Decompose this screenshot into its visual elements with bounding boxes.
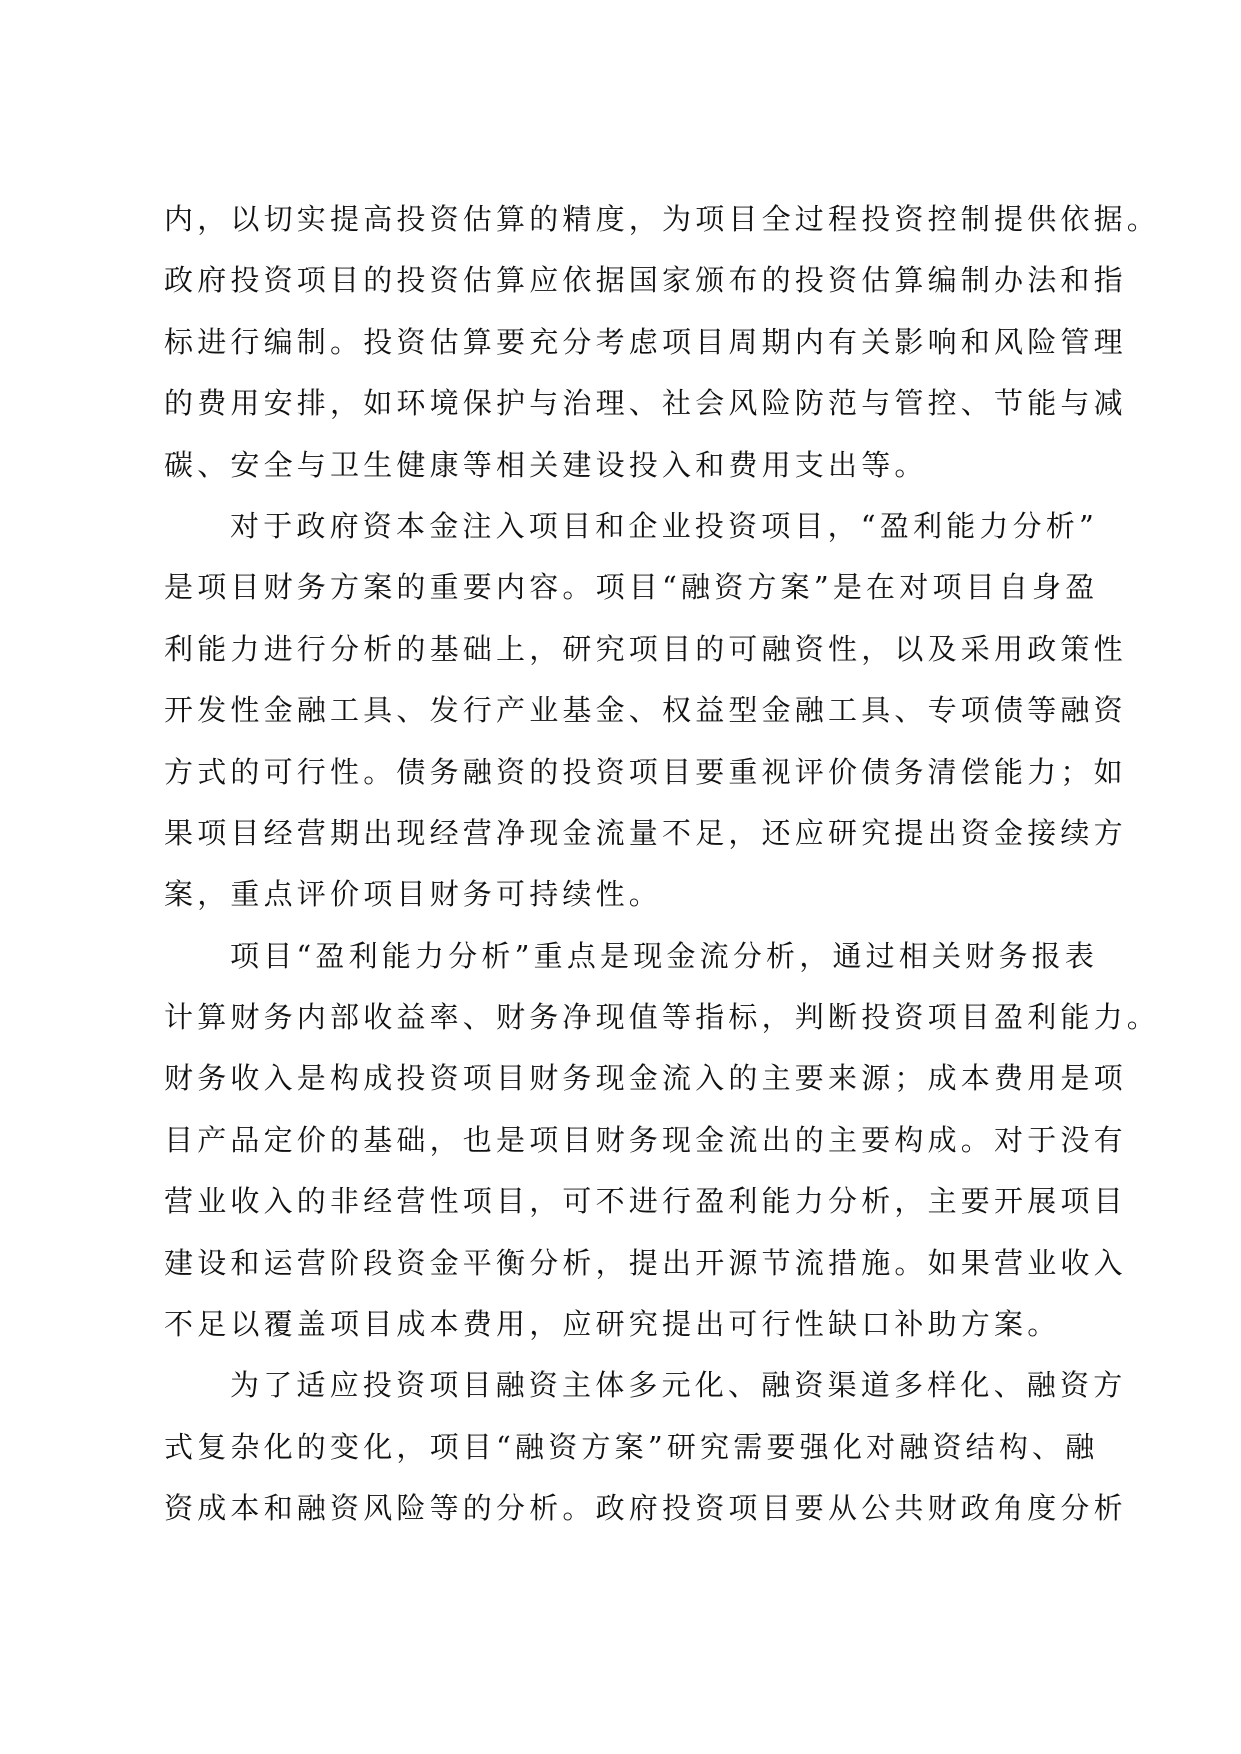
text-line: 果项目经营期出现经营净现金流量不足，还应研究提出资金接续方 xyxy=(164,815,1127,850)
text-line: 标进行编制。投资估算要充分考虑项目周期内有关影响和风险管理 xyxy=(164,324,1127,359)
text-line: 内，以切实提高投资估算的精度，为项目全过程投资控制提供依据。 xyxy=(164,202,1161,236)
text-line: 是项目财务方案的重要内容。项目“融资方案”是在对项目自身盈 xyxy=(164,570,1099,605)
text-line: 开发性金融工具、发行产业基金、权益型金融工具、专项债等融资 xyxy=(164,693,1127,728)
text-line: 不足以覆盖项目成本费用，应研究提出可行性缺口补助方案。 xyxy=(164,1307,1061,1342)
paragraph-first-line: 为了适应投资项目融资主体多元化、融资渠道多样化、融资方 xyxy=(230,1368,1127,1403)
text-line: 利能力进行分析的基础上，研究项目的可融资性，以及采用政策性 xyxy=(164,631,1127,666)
text-line: 的费用安排，如环境保护与治理、社会风险防范与管控、节能与减 xyxy=(164,386,1127,421)
text-line: 营业收入的非经营性项目，可不进行盈利能力分析，主要开展项目 xyxy=(164,1184,1127,1219)
paragraph-first-line: 对于政府资本金注入项目和企业投资项目，“盈利能力分析” xyxy=(230,508,1099,543)
text-line: 财务收入是构成投资项目财务现金流入的主要来源；成本费用是项 xyxy=(164,1061,1127,1096)
body-text xyxy=(164,189,1161,1540)
text-line: 建设和运营阶段资金平衡分析，提出开源节流措施。如果营业收入 xyxy=(164,1245,1127,1280)
text-line: 式复杂化的变化，项目“融资方案”研究需要强化对融资结构、融 xyxy=(164,1429,1099,1464)
text-line: 案，重点评价项目财务可持续性。 xyxy=(164,877,663,912)
text-line: 目产品定价的基础，也是项目财务现金流出的主要构成。对于没有 xyxy=(164,1122,1127,1157)
text-line: 政府投资项目的投资估算应依据国家颁布的投资估算编制办法和指 xyxy=(164,263,1127,298)
text-line: 方式的可行性。债务融资的投资项目要重视评价债务清偿能力；如 xyxy=(164,754,1127,789)
paragraph-first-line: 项目“盈利能力分析”重点是现金流分析，通过相关财务报表 xyxy=(230,938,1099,973)
text-line: 碳、安全与卫生健康等相关建设投入和费用支出等。 xyxy=(164,447,928,482)
text-line: 计算财务内部收益率、财务净现值等指标，判断投资项目盈利能力。 xyxy=(164,1000,1161,1035)
text-line: 资成本和融资风险等的分析。政府投资项目要从公共财政角度分析 xyxy=(164,1491,1127,1526)
